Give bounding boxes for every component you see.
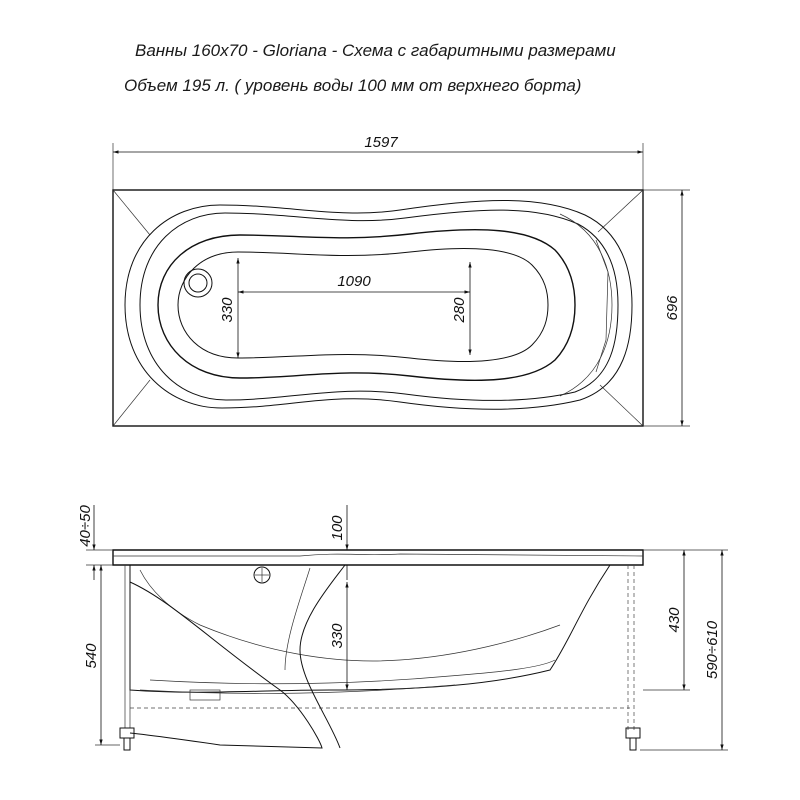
dim-depth-330: 330	[329, 623, 346, 649]
rim-outer-contour	[125, 200, 632, 409]
tub-rim-side	[113, 550, 643, 565]
dim-rim-gap: 40÷50	[77, 505, 94, 547]
dim-leg-height: 540	[83, 643, 100, 669]
dim-inner-width-left: 330	[219, 297, 236, 323]
dim-inner-length: 1090	[337, 273, 371, 290]
drain-outer	[184, 269, 212, 297]
dim-inner-width-right: 280	[451, 297, 468, 323]
dim-total-height: 590÷610	[704, 620, 721, 680]
dim-water-level: 100	[329, 515, 346, 541]
drawing-subtitle: Объем 195 л. ( уровень воды 100 мм от верхнего борта)	[124, 76, 582, 95]
dim-overall-length: 1597	[364, 134, 398, 151]
side-view	[77, 505, 728, 750]
dim-overall-width: 696	[664, 295, 681, 321]
dim-depth-430: 430	[666, 607, 683, 633]
end-support	[130, 582, 322, 748]
tub-outline-top	[113, 190, 643, 426]
drawing-title: Ванны 160х70 - Gloriana - Схема с габаритными размерами	[135, 41, 616, 60]
drain-icon	[189, 274, 207, 292]
tub-body-profile	[130, 565, 610, 692]
top-view	[113, 134, 690, 426]
